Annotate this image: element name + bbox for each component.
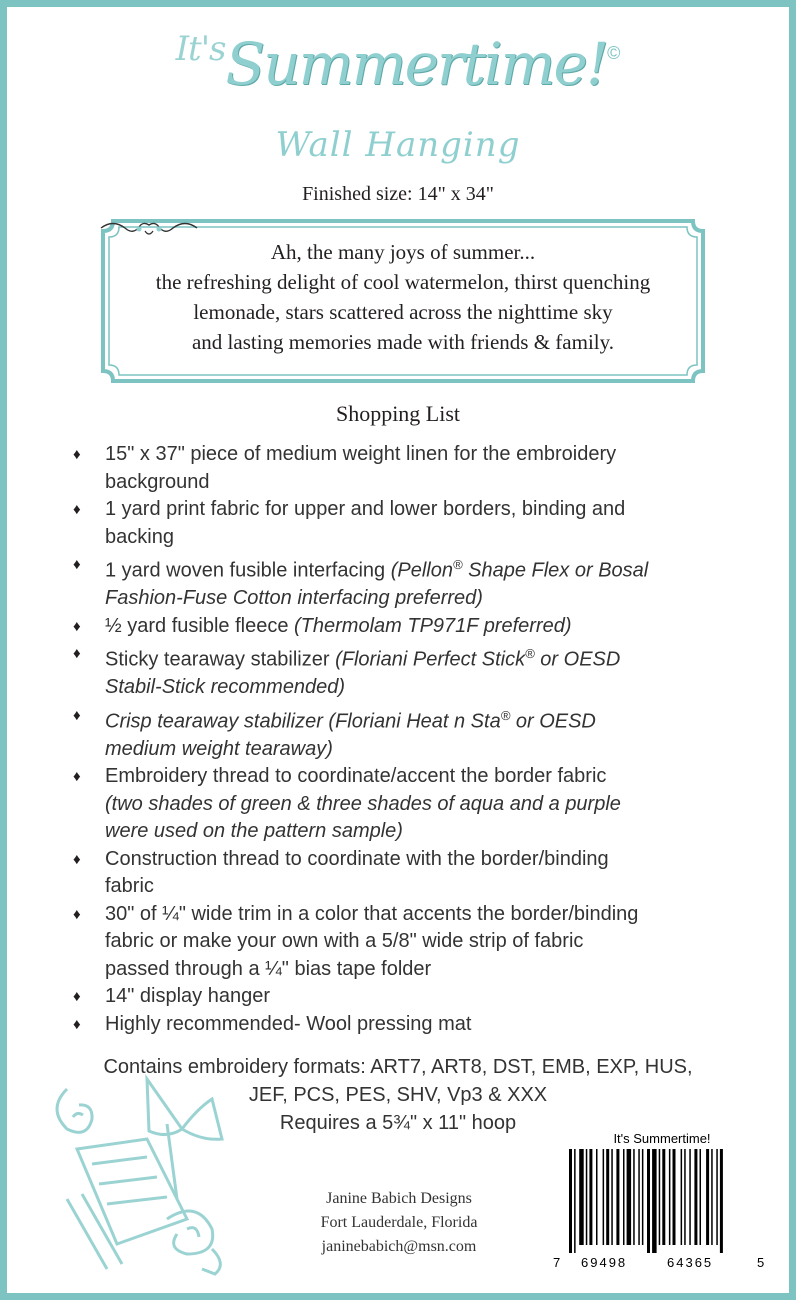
- barcode-bar: [642, 1149, 644, 1245]
- barcode-bar: [711, 1149, 713, 1245]
- barcode-block: [551, 1125, 773, 1287]
- company-location: Fort Lauderdale, Florida: [320, 1214, 478, 1231]
- barcode-bar: [569, 1149, 572, 1253]
- barcode-bar: [603, 1149, 605, 1245]
- company-info: [279, 1187, 519, 1259]
- bullet-icon: ♦: [73, 556, 81, 573]
- barcode-bar: [623, 1149, 625, 1245]
- title-prefix: It's: [175, 29, 226, 69]
- subtitle: Wall Hanging: [275, 125, 521, 165]
- copyright-mark: ©: [607, 43, 621, 63]
- barcode-bar: [596, 1149, 598, 1245]
- barcode-bar: [706, 1149, 709, 1245]
- company-name: Janine Babich Designs: [326, 1190, 472, 1207]
- barcode-bar: [652, 1149, 657, 1253]
- embroidery-formats: Contains embroidery formats: ART7, ART8, DST, EMB, EXP, HUS, JEF, PCS, PES, SHV, Vp3 & XXX Requires a 5¾" x 11" hoop: [103, 1056, 693, 1134]
- barcode-bar: [574, 1149, 576, 1253]
- bullet-icon: ♦: [73, 446, 81, 463]
- list-item: ♦ 1 yard print fabric for upper and lower borders, binding and backing: [73, 498, 626, 548]
- flourish-ornament-icon: [99, 217, 199, 239]
- bullet-icon: ♦: [73, 768, 81, 786]
- list-item: ♦ Sticky tearaway stabilizer (Floriani Perfect Stick® or OESD Stabil-Stick recommended): [69, 640, 729, 702]
- quote-frame: [99, 217, 707, 385]
- barcode-digit-last: 5: [757, 1255, 767, 1270]
- company-email: janinebabich@msn.com: [321, 1238, 477, 1255]
- barcode-bar: [579, 1149, 584, 1245]
- bullet-icon: ♦: [73, 1015, 81, 1033]
- quote-line: and lasting memories made with friends & family.: [191, 330, 615, 354]
- barcode-digit-first: 7: [553, 1255, 563, 1270]
- quote-line: Ah, the many joys of summer...: [270, 240, 536, 264]
- bullet-icon: ♦: [73, 645, 81, 663]
- barcode-bar: [694, 1149, 697, 1245]
- list-item: ♦ 1 yard woven fusible interfacing (Pellon® Shape Flex or Bosal Fashion-Fuse Cotton interfacing preferred): [69, 551, 729, 613]
- list-item: ♦ Embroidery thread to coordinate/accent the border fabric (two shades of green & three shades of aqua and a purple were used on the pattern sample): [73, 765, 621, 843]
- bullet-icon: ♦: [73, 988, 81, 1006]
- barcode-digits-left: 69498: [581, 1255, 628, 1270]
- title: [7, 29, 789, 99]
- barcode-bar: [633, 1149, 635, 1245]
- barcode-bar: [606, 1149, 609, 1245]
- list-item: ♦ 15" x 37" piece of medium weight linen for the embroidery background: [73, 443, 617, 493]
- list-item: ♦ Crisp tearaway stabilizer (Floriani Heat n Sta® or OESD medium weight tearaway): [69, 702, 729, 764]
- shopping-list: [69, 441, 729, 1038]
- finished-size: Finished size: 14" x 34": [302, 183, 494, 205]
- list-item: ♦ 30" of ¼" wide trim in a color that accents the border/binding fabric or make your own with a 5/8" wide strip of fabric passed through a ¼" bias tape folder: [73, 902, 639, 980]
- bullet-icon: ♦: [73, 850, 81, 868]
- list-item: ♦ Construction thread to coordinate with the border/binding fabric: [73, 847, 609, 898]
- quote-text: [99, 237, 707, 357]
- bullet-icon: ♦: [73, 905, 81, 923]
- shopping-list-heading: Shopping List: [335, 401, 461, 426]
- bullet-icon: ♦: [73, 617, 81, 635]
- list-item: ♦ 14" display hanger: [69, 983, 729, 1011]
- barcode-bar: [720, 1149, 723, 1253]
- barcode-bar: [589, 1149, 592, 1245]
- quote-line: the refreshing delight of cool watermelon, thirst quenching: [155, 270, 651, 294]
- barcode-bar: [669, 1149, 671, 1245]
- barcode-label: It's Summertime!: [613, 1131, 711, 1146]
- bullet-icon: ♦: [73, 706, 81, 724]
- barcode-bar: [627, 1149, 632, 1245]
- barcode-bar: [716, 1149, 718, 1245]
- barcode-icon: [563, 1149, 761, 1253]
- barcode-bar: [659, 1149, 661, 1245]
- barcode-bar: [684, 1149, 686, 1245]
- barcode-bar: [700, 1149, 702, 1245]
- quote-line: lemonade, stars scattered across the nighttime sky: [193, 300, 613, 324]
- list-item: ♦ Highly recommended- Wool pressing mat: [69, 1011, 729, 1039]
- list-item: ♦ ½ yard fusible fleece (Thermolam TP971F preferred): [69, 613, 729, 641]
- barcode-bar: [662, 1149, 665, 1245]
- barcode-bar: [673, 1149, 676, 1245]
- barcode-bar: [689, 1149, 691, 1245]
- barcode-bar: [586, 1149, 588, 1245]
- barcode-bar: [647, 1149, 650, 1253]
- barcode-bar: [611, 1149, 613, 1245]
- barcode-digits-right: 64365: [667, 1255, 714, 1270]
- barcode-bar: [681, 1149, 683, 1245]
- bullet-icon: ♦: [73, 501, 81, 518]
- barcode-bar: [638, 1149, 640, 1245]
- title-main: Summertime!: [225, 30, 608, 98]
- barcode-bar: [616, 1149, 619, 1245]
